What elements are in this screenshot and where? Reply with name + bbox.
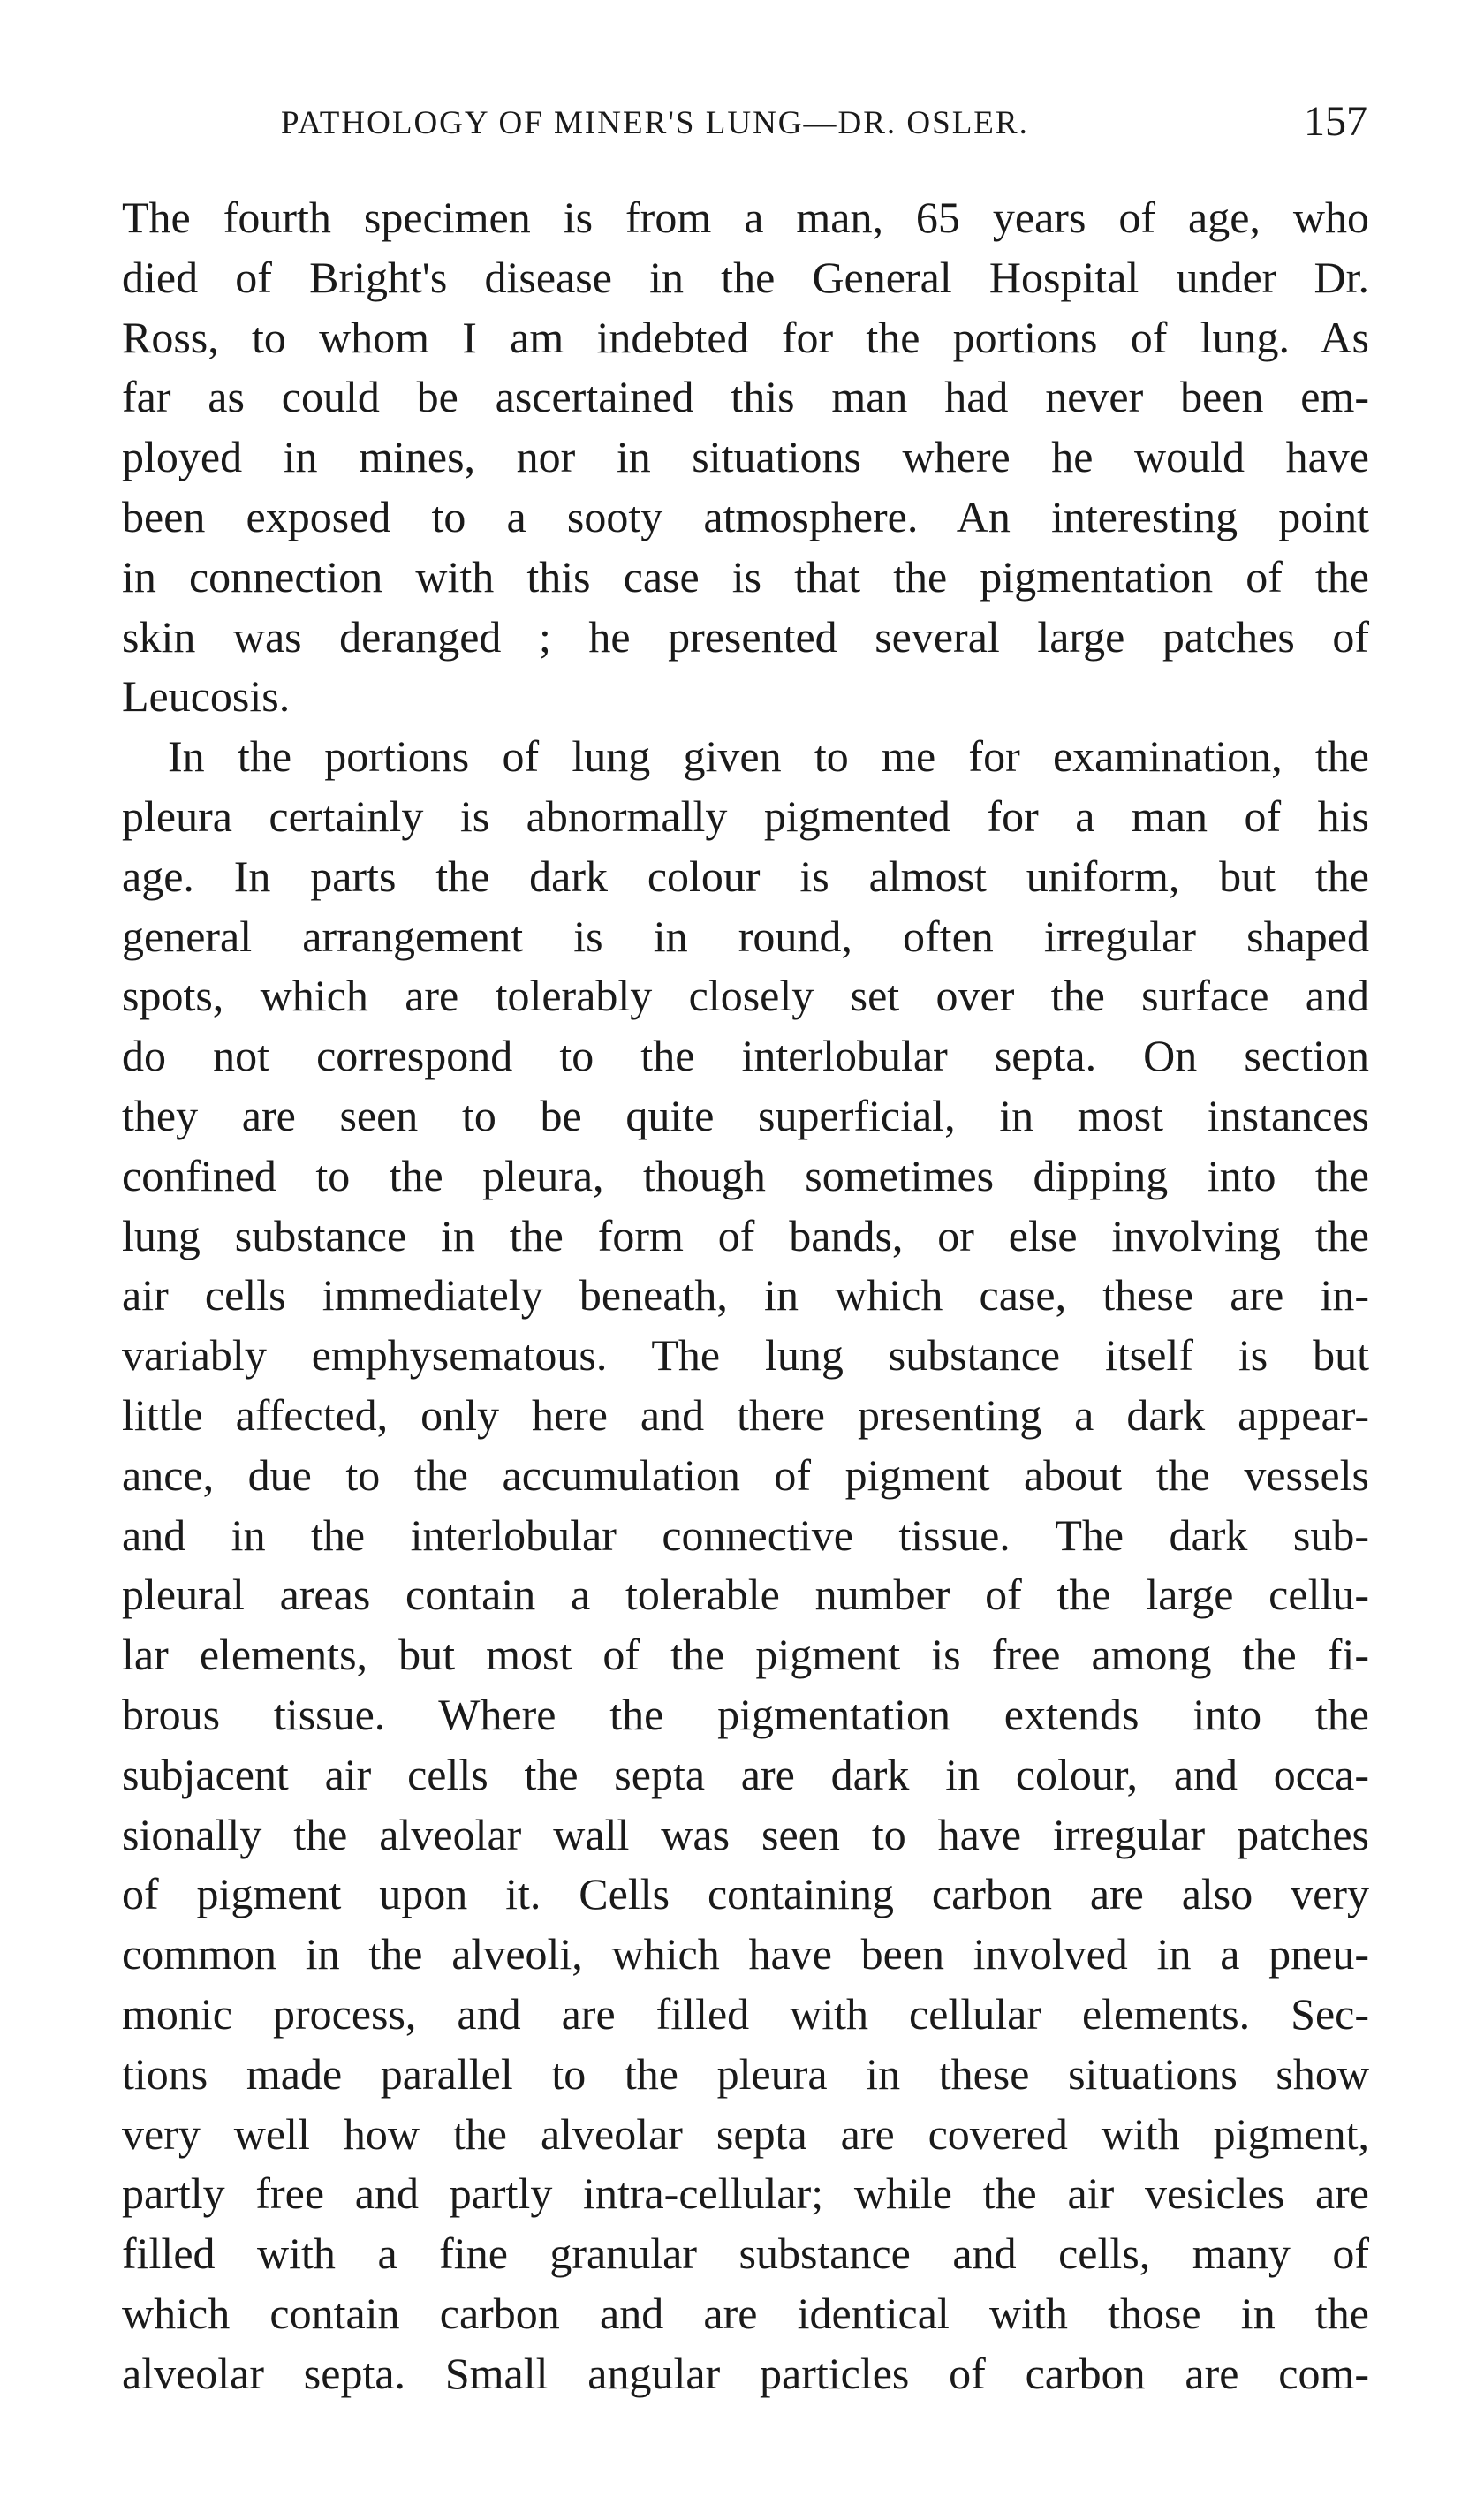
text-line: monic process, and are filled with cellular elements. Sec- [122,1988,1369,2039]
text-line: partly free and partly intra-cellular; while the air vesicles are [122,2168,1369,2219]
text-line: ance, due to the accumulation of pigment about the vessels [122,1449,1369,1500]
text-line: died of Bright's disease in the General Hospital under Dr. [122,252,1369,302]
body-text [122,188,1369,2403]
text-line: In the portions of lung given to me for examination, the [168,731,1369,782]
text-line: lar elements, but most of the pigment is free among the fi- [122,1630,1369,1680]
text-line: in connection with this case is that the pigmentation of the [122,551,1369,602]
text-line: pleural areas contain a tolerable number of the large cellu- [122,1570,1369,1620]
text-line: age. In parts the dark colour is almost uniform, but the [122,851,1369,901]
text-line: ployed in mines, nor in situations where he would have [122,432,1369,482]
text-line: little affected, only here and there presenting a dark appear- [122,1389,1369,1440]
text-line: do not correspond to the interlobular septa. On section [122,1031,1369,1081]
text-line: they are seen to be quite superficial, in most instances [122,1090,1369,1140]
text-line: lung substance in the form of bands, or else involving the [122,1210,1369,1260]
text-line: which contain carbon and are identical with those in the [122,2288,1369,2338]
running-title: PATHOLOGY OF MINER'S LUNG—DR. OSLER. [281,105,1029,141]
text-line: very well how the alveolar septa are covered with pigment, [122,2108,1369,2159]
text-line: sionally the alveolar wall was seen to have irregular patches [122,1809,1369,1859]
text-line: variably emphysematous. The lung substance itself is but [122,1330,1369,1381]
text-line: brous tissue. Where the pigmentation extends into the [122,1689,1369,1739]
text-line: far as could be ascertained this man had never been em- [122,372,1369,422]
text-line: Leucosis. [122,671,291,722]
text-line: tions made parallel to the pleura in these situations show [122,2048,1369,2099]
text-line: filled with a fine granular substance and cells, many of [122,2229,1369,2279]
text-line: air cells immediately beneath, in which case, these are in- [122,1270,1369,1321]
running-head [281,98,1367,157]
text-line: confined to the pleura, though sometimes dipping into the [122,1150,1369,1200]
text-line: skin was deranged ; he presented several large patches of [122,611,1369,662]
text-line: general arrangement is in round, often irregular shaped [122,911,1369,961]
page-number: 157 [1304,98,1367,145]
text-line: been exposed to a sooty atmosphere. An interesting point [122,491,1369,541]
text-line: common in the alveoli, which have been involved in a pneu- [122,1929,1369,1979]
text-line: alveolar septa. Small angular particles of carbon are com- [122,2348,1369,2398]
text-line: The fourth specimen is from a man, 65 years of age, who [122,193,1369,242]
text-line: Ross, to whom I am indebted for the portions of lung. As [122,312,1369,362]
text-line: of pigment upon it. Cells containing carbon are also very [122,1869,1369,1919]
text-line: pleura certainly is abnormally pigmented for a man of his [122,791,1369,841]
text-line: spots, which are tolerably closely set over the surface and [122,971,1369,1021]
text-line: subjacent air cells the septa are dark in colour, and occa- [122,1749,1369,1799]
text-line: and in the interlobular connective tissue. The dark sub- [122,1510,1369,1560]
